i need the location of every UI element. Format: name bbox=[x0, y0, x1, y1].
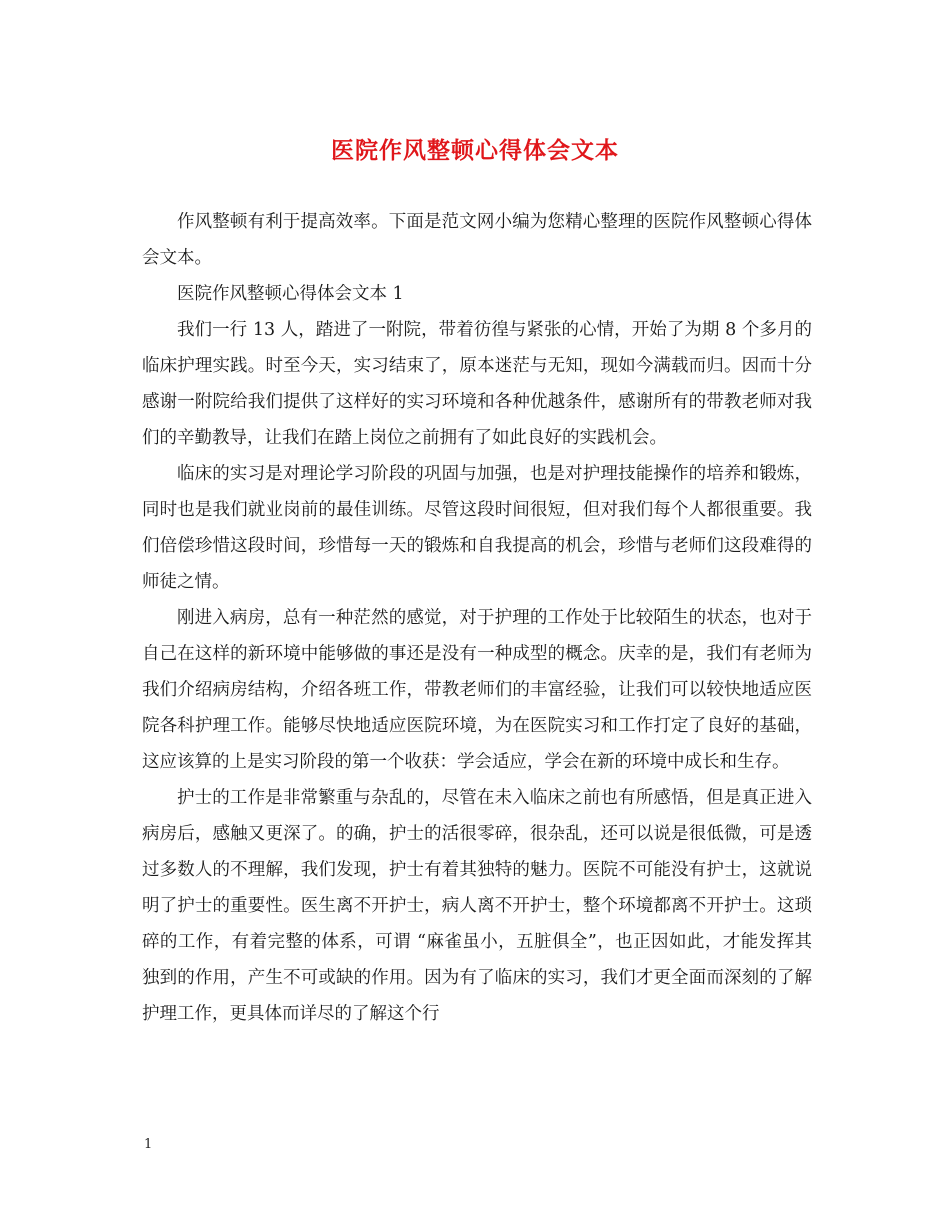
document-body bbox=[142, 204, 812, 1032]
intro-paragraph: 作风整顿有利于提高效率。下面是范文网小编为您精心整理的医院作风整顿心得体会文本。 bbox=[142, 212, 812, 268]
section-heading: 医院作风整顿心得体会文本 1 bbox=[177, 284, 404, 304]
body-paragraph: 刚进入病房，总有一种茫然的感觉，对于护理的工作处于比较陌生的状态，也对于自己在这样的新环境中能够做的事还是没有一种成型的概念。庆幸的是，我们有老师为我们介绍病房结构，介绍各班工作，带教老师们的丰富经验，让我们可以较快地适应医院各科护理工作。能够尽快地适应医院环境，为在医院实习和工作打定了良好的基础，这应该算的上是实习阶段的第一个收获：学会适应，学会在新的环境中成长和生存。 bbox=[142, 608, 812, 772]
document-title: 医院作风整顿心得体会文本 bbox=[331, 137, 619, 164]
body-paragraph: 临床的实习是对理论学习阶段的巩固与加强，也是对护理技能操作的培养和锻炼，同时也是我们就业岗前的最佳训练。尽管这段时间很短，但对我们每个人都很重要。我们倍偿珍惜这段时间，珍惜每一天的锻炼和自我提高的机会，珍惜与老师们这段难得的师徒之情。 bbox=[142, 464, 812, 592]
body-paragraph: 护士的工作是非常繁重与杂乱的，尽管在未入临床之前也有所感悟，但是真正进入病房后，感触又更深了。的确，护士的活很零碎，很杂乱，还可以说是很低微，可是透过多数人的不理解，我们发现，护士有着其独特的魅力。医院不可能没有护士，这就说明了护士的重要性。医生离不开护士，病人离不开护士，整个环境都离不开护士。这琐碎的工作，有着完整的体系，可谓 “麻雀虽小，五脏俱全”，也正因如此，才能发挥其独到的作用，产生不可或缺的作用。因为有了临床的实习，我们才更全面而深刻的了解护理工作，更具体而详尽的了解这个行 bbox=[142, 788, 812, 1024]
body-paragraph: 我们一行 13 人，踏进了一附院，带着彷徨与紧张的心情，开始了为期 8 个多月的临床护理实践。时至今天，实习结束了，原本迷茫与无知，现如今满载而归。因而十分感谢一附院给我们提供了这样好的实习环境和各种优越条件，感谢所有的带教老师对我们的辛勤教导，让我们在踏上岗位之前拥有了如此良好的实践机会。 bbox=[142, 320, 812, 448]
page-number: 1 bbox=[144, 1137, 153, 1152]
